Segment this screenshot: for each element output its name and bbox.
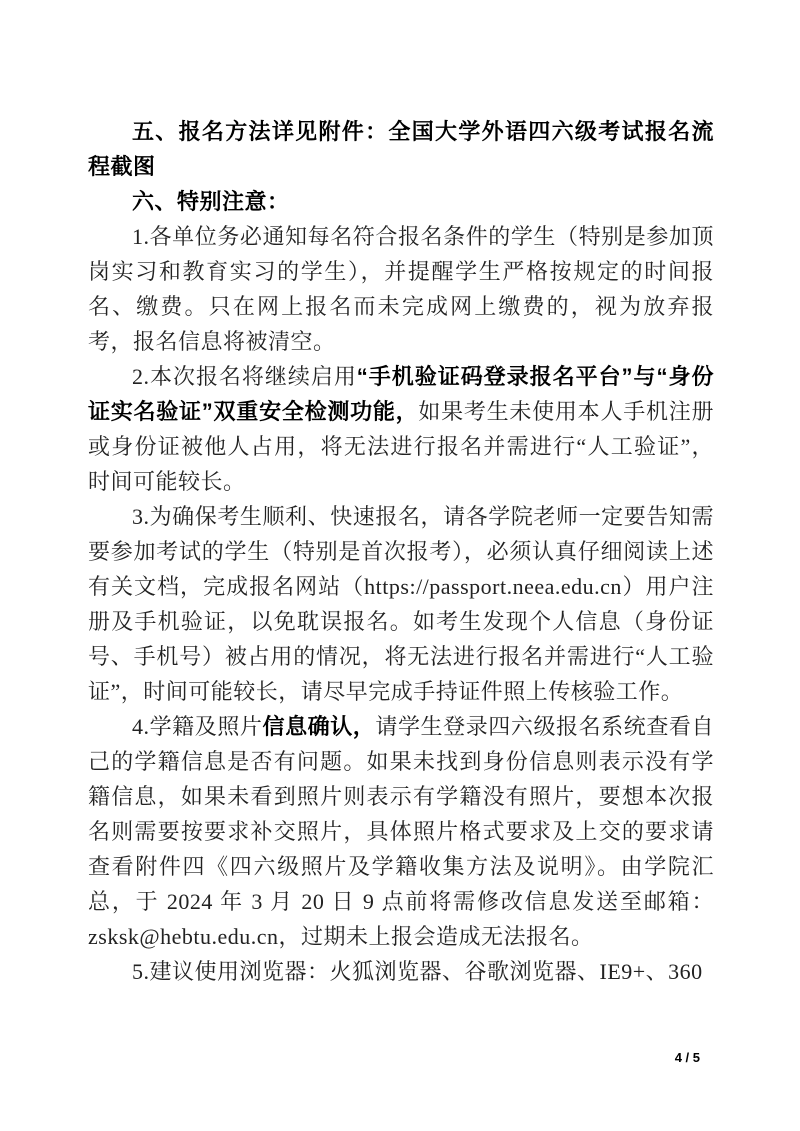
notice-item-2-text-emphasis: “手机验证码登录报名平台”与“身份证实名验证”双重安全检测功能，: [88, 364, 714, 424]
page-number: 4 / 5: [674, 1050, 700, 1065]
section-heading-six-text: 六、特别注意：: [132, 189, 290, 214]
notice-item-5-text: 5.建议使用浏览器：火狐浏览器、谷歌浏览器、IE9+、360: [132, 959, 703, 984]
section-heading-five-text: 五、报名方法详见附件：全国大学外语四六级考试报名流程截图: [88, 119, 714, 179]
notice-item-2: [88, 359, 714, 499]
notice-item-3-text: 3.为确保考生顺利、快速报名，请各学院老师一定要告知需要参加考试的学生（特别是首次报考），必须认真仔细阅读上述有关文档，完成报名网站（https://passport.neea.edu.cn）用户注册及手机验证，以免耽误报名。如考生发现个人信息（身份证号、手机号）被占用的情况，将无法进行报名并需进行“人工验证”，时间可能较长，请尽早完成手持证件照上传核验工作。: [88, 504, 714, 704]
notice-item-1-text: 1.各单位务必通知每名符合报名条件的学生（特别是参加顶岗实习和教育实习的学生），并提醒学生严格按规定的时间报名、缴费。只在网上报名而未完成网上缴费的，视为放弃报考，报名信息将被清空。: [88, 224, 714, 354]
notice-item-4-text-lead: 4.学籍及照片: [132, 714, 263, 739]
notice-item-1: [88, 219, 714, 359]
notice-item-2-text-lead: 2.本次报名将继续启用: [132, 364, 357, 389]
notice-item-4: [88, 709, 714, 954]
notice-item-5: [88, 954, 714, 989]
document-body: [88, 114, 714, 989]
notice-item-2-text-rest: 如果考生未使用本人手机注册或身份证被他人占用，将无法进行报名并需进行“人工验证”，时间可能较长。: [88, 399, 714, 494]
notice-item-4-text-rest: 请学生登录四六级报名系统查看自己的学籍信息是否有问题。如果未找到身份信息则表示没有学籍信息，如果未看到照片则表示有学籍没有照片，要想本次报名则需要按要求补交照片，具体照片格式要求及上交的要求请查看附件四《四六级照片及学籍收集方法及说明》。由学院汇总，于 2024 年 3 月 20 日 9 点前将需修改信息发送至邮箱：zsksk@hebtu.edu.cn，过期未上报会造成无法报名。: [88, 714, 714, 949]
section-heading-five: [88, 114, 714, 184]
notice-item-3: [88, 499, 714, 709]
section-heading-six: [88, 184, 714, 219]
notice-item-4-text-emphasis: 信息确认，: [262, 714, 376, 739]
